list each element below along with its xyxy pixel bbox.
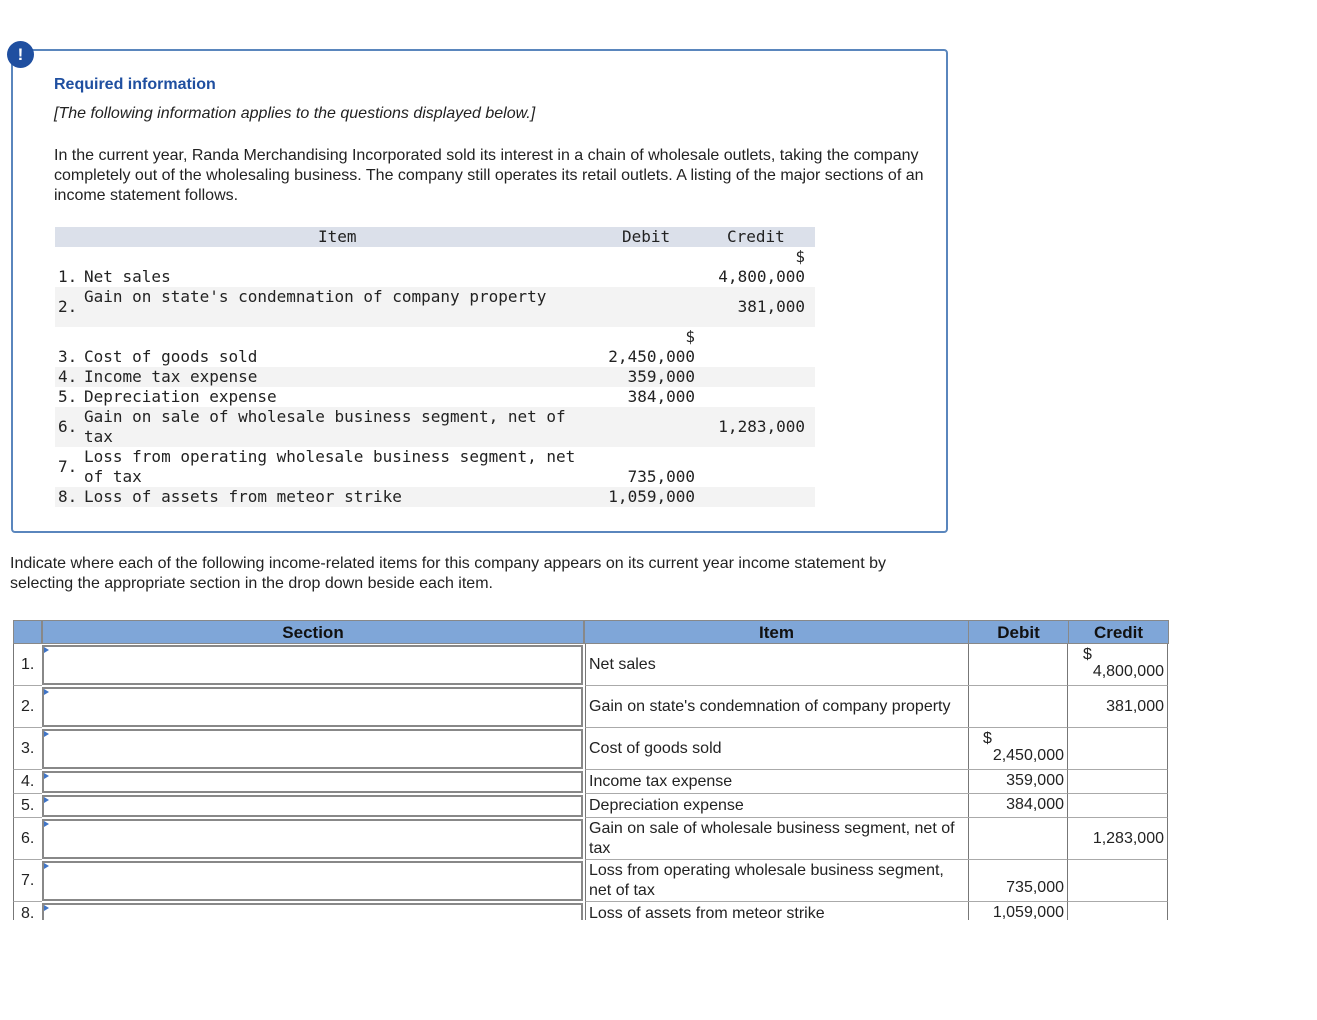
listing-row bbox=[55, 487, 815, 507]
answer-credit-cell bbox=[1068, 902, 1168, 920]
listing-row-credit: 1,283,000 bbox=[718, 417, 805, 436]
answer-header-num bbox=[13, 620, 42, 644]
answer-row-number: 1. bbox=[21, 655, 35, 673]
answer-row-number: 2. bbox=[21, 697, 35, 715]
listing-row-item: Income tax expense bbox=[84, 367, 258, 386]
answer-row-debit: 1,059,000 bbox=[992, 904, 1064, 920]
answer-row-number-cell bbox=[13, 818, 42, 860]
answer-row-item: Gain on sale of wholesale business segment, net of tax bbox=[589, 819, 955, 857]
answer-row-debit: 2,450,000 bbox=[992, 747, 1064, 764]
listing-row-number: 2. bbox=[58, 297, 78, 316]
answer-row-number-cell bbox=[13, 770, 42, 794]
answer-credit-cell bbox=[1068, 770, 1168, 794]
answer-row-item: Depreciation expense bbox=[589, 796, 744, 814]
answer-row-number: 4. bbox=[21, 772, 35, 790]
answer-item-cell bbox=[585, 794, 969, 818]
answer-debit-cell bbox=[968, 644, 1068, 686]
listing-row-item: Loss from operating wholesale business segment, net of tax bbox=[84, 447, 576, 486]
answer-item-cell bbox=[585, 644, 969, 686]
listing-row-debit: 359,000 bbox=[627, 367, 695, 386]
answer-row-debit: 384,000 bbox=[1006, 796, 1064, 813]
answer-credit-cell bbox=[1068, 860, 1168, 902]
listing-header-debit: Debit bbox=[622, 227, 671, 246]
answer-debit-cell bbox=[968, 770, 1068, 794]
answer-header-debit: Debit bbox=[968, 620, 1069, 644]
answer-row-item: Net sales bbox=[589, 655, 656, 673]
answer-row-item: Income tax expense bbox=[589, 772, 733, 790]
listing-row bbox=[55, 387, 815, 407]
answer-row-number-cell bbox=[13, 794, 42, 818]
answer-debit-cell bbox=[968, 728, 1068, 770]
answer-header-section: Section bbox=[42, 620, 584, 644]
info-title: Required information bbox=[54, 76, 216, 93]
section-dropdown[interactable] bbox=[42, 729, 583, 769]
listing-row-number: 5. bbox=[58, 387, 78, 406]
instructions: Indicate where each of the following income-related items for this company appears on its current year income statement by selecting the appropriate section in the drop down beside each item. bbox=[10, 555, 886, 592]
answer-header-item: Item bbox=[584, 620, 969, 644]
answer-row-item: Loss from operating wholesale business segment, net of tax bbox=[589, 861, 944, 899]
info-subtitle: [The following information applies to the questions displayed below.] bbox=[54, 105, 536, 122]
listing-row-debit: 735,000 bbox=[627, 467, 695, 486]
listing-header-item: Item bbox=[318, 227, 357, 246]
answer-item-cell bbox=[585, 818, 969, 860]
listing-row-credit: 4,800,000 bbox=[718, 267, 805, 286]
listing-row-number: 8. bbox=[58, 487, 78, 506]
answer-row-number-cell bbox=[13, 902, 42, 920]
answer-row-number-cell bbox=[13, 728, 42, 770]
info-paragraph: In the current year, Randa Merchandising Incorporated sold its interest in a chain of wholesale outlets, taking the company completely out of the wholesaling business. The company still operates its retail outlets. A listing of the major sections of an income statement follows. bbox=[54, 147, 924, 204]
income-listing-table bbox=[55, 227, 815, 506]
answer-debit-cell bbox=[968, 686, 1068, 728]
listing-row bbox=[55, 447, 815, 487]
section-dropdown[interactable] bbox=[42, 861, 583, 901]
listing-row-item: Gain on state's condemnation of company property bbox=[84, 287, 547, 306]
answer-row-credit: 4,800,000 bbox=[1092, 663, 1164, 680]
answer-credit-cell bbox=[1068, 686, 1168, 728]
section-dropdown[interactable] bbox=[42, 687, 583, 727]
answer-debit-cell bbox=[968, 902, 1068, 920]
answer-currency-symbol: $ bbox=[983, 730, 992, 747]
answer-header-credit: Credit bbox=[1068, 620, 1169, 644]
answer-currency-symbol: $ bbox=[1083, 646, 1092, 663]
listing-currency-symbol: $ bbox=[795, 247, 805, 266]
listing-row-number: 4. bbox=[58, 367, 78, 386]
answer-credit-cell bbox=[1068, 818, 1168, 860]
listing-row-item: Gain on sale of wholesale business segment, net of tax bbox=[84, 407, 566, 446]
answer-credit-cell bbox=[1068, 794, 1168, 818]
answer-row-number: 6. bbox=[21, 829, 35, 847]
answer-table bbox=[13, 620, 1169, 920]
answer-row-debit: 359,000 bbox=[1006, 772, 1064, 789]
answer-item-cell bbox=[585, 686, 969, 728]
listing-row-number: 7. bbox=[58, 457, 78, 476]
answer-item-cell bbox=[585, 728, 969, 770]
answer-row-number-cell bbox=[13, 686, 42, 728]
listing-row bbox=[55, 247, 815, 287]
listing-header-credit: Credit bbox=[727, 227, 785, 246]
answer-row-item: Gain on state's condemnation of company property bbox=[589, 697, 951, 715]
listing-row bbox=[55, 327, 815, 367]
listing-header bbox=[55, 227, 815, 247]
answer-row-number: 5. bbox=[21, 796, 35, 814]
section-dropdown[interactable] bbox=[42, 645, 583, 685]
listing-row-item: Cost of goods sold bbox=[84, 347, 258, 366]
answer-row-number: 7. bbox=[21, 871, 35, 889]
answer-row-credit: 1,283,000 bbox=[1092, 829, 1164, 847]
listing-row bbox=[55, 367, 815, 387]
listing-row-number: 3. bbox=[58, 347, 78, 366]
section-dropdown[interactable] bbox=[42, 819, 583, 859]
answer-row-debit: 735,000 bbox=[1006, 879, 1064, 896]
answer-item-cell bbox=[585, 860, 969, 902]
listing-row-item: Net sales bbox=[84, 267, 171, 286]
answer-row-number-cell bbox=[13, 860, 42, 902]
section-dropdown[interactable] bbox=[42, 903, 583, 920]
answer-row-credit: 381,000 bbox=[1106, 697, 1164, 715]
listing-row bbox=[55, 407, 815, 447]
answer-row-number-cell bbox=[13, 644, 42, 686]
listing-row-number: 1. bbox=[58, 267, 78, 286]
listing-row bbox=[55, 287, 815, 327]
answer-debit-cell bbox=[968, 860, 1068, 902]
answer-debit-cell bbox=[968, 818, 1068, 860]
answer-row-number: 8. bbox=[21, 904, 35, 920]
listing-row-item: Loss of assets from meteor strike bbox=[84, 487, 402, 506]
listing-row-item: Depreciation expense bbox=[84, 387, 277, 406]
listing-row-credit: 381,000 bbox=[737, 297, 805, 316]
answer-row-number: 3. bbox=[21, 739, 35, 757]
section-dropdown[interactable] bbox=[42, 795, 583, 817]
answer-row-item: Loss of assets from meteor strike bbox=[589, 904, 825, 920]
listing-row-debit: 2,450,000 bbox=[608, 347, 695, 366]
listing-row-debit: 1,059,000 bbox=[608, 487, 695, 506]
exclamation-icon: ! bbox=[7, 41, 34, 68]
listing-row-debit: 384,000 bbox=[627, 387, 695, 406]
listing-row-number: 6. bbox=[58, 417, 78, 436]
answer-row-item: Cost of goods sold bbox=[589, 739, 722, 757]
section-dropdown[interactable] bbox=[42, 771, 583, 793]
answer-credit-cell bbox=[1068, 728, 1168, 770]
answer-item-cell bbox=[585, 770, 969, 794]
answer-credit-cell bbox=[1068, 644, 1168, 686]
answer-debit-cell bbox=[968, 794, 1068, 818]
answer-item-cell bbox=[585, 902, 969, 920]
listing-currency-symbol: $ bbox=[685, 327, 695, 346]
